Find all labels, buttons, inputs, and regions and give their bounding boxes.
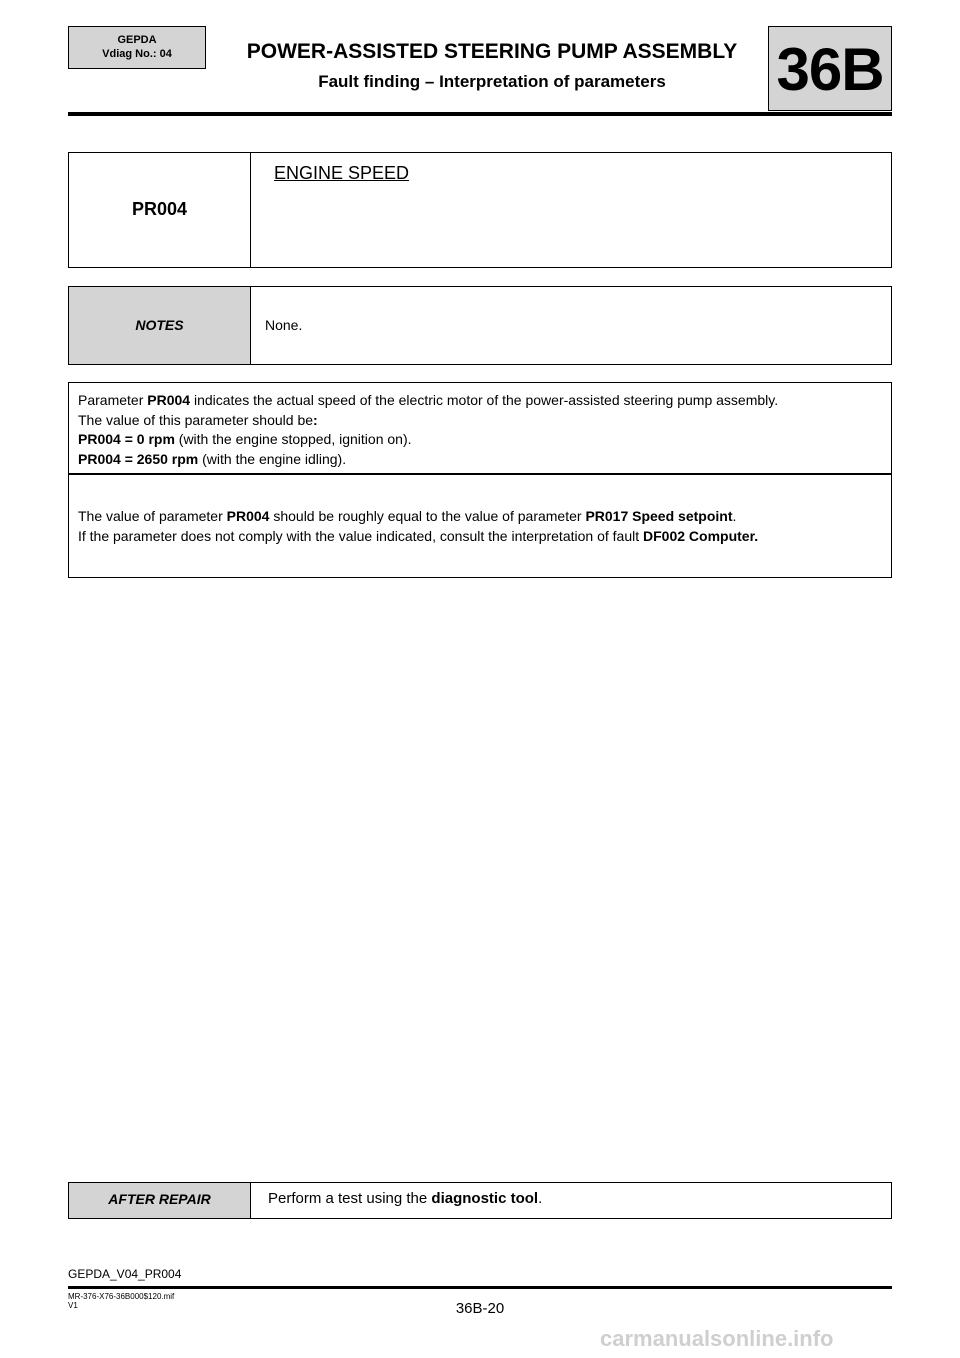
header-divider: [68, 112, 892, 116]
value-engine-stopped: PR004 = 0 rpm (with the engine stopped, ignition on).: [78, 431, 412, 447]
description-block: [78, 391, 883, 469]
parameter-code: PR004: [69, 153, 251, 267]
parameter-table: [68, 152, 892, 268]
notes-table: [68, 286, 892, 365]
module-box: [68, 26, 206, 69]
fault-reference-line: If the parameter does not comply with the value indicated, consult the interpretation of fault DF002 Computer.: [78, 528, 759, 544]
version-label: V1: [68, 1301, 78, 1310]
comparison-line: The value of parameter PR004 should be roughly equal to the value of parameter PR017 Speed setpoint.: [78, 508, 737, 524]
description-line: Parameter PR004 indicates the actual speed of the electric motor of the power-assisted steering pump assembly.: [78, 392, 779, 408]
parameter-description: [68, 382, 892, 578]
description-line: The value of this parameter should be:: [78, 411, 318, 428]
page-subtitle: Fault finding – Interpretation of parameters: [318, 72, 666, 91]
footer-divider: [68, 1286, 892, 1289]
page-title: POWER-ASSISTED STEERING PUMP ASSEMBLY: [246, 40, 738, 63]
comparison-block: [78, 506, 883, 546]
source-file: MR-376-X76-36B000$120.mif: [68, 1292, 175, 1301]
after-repair-table: [68, 1182, 892, 1219]
page-number: 36B-20: [455, 1300, 505, 1317]
document-reference: GEPDA_V04_PR004: [68, 1267, 182, 1281]
section-code-box: 36B: [768, 26, 892, 111]
module-name: GEPDA: [117, 34, 157, 46]
watermark: carmanualsonline.info: [600, 1326, 834, 1351]
parameter-name: ENGINE SPEED: [274, 163, 410, 183]
after-repair-label: AFTER REPAIR: [69, 1183, 251, 1218]
notes-label: NOTES: [69, 287, 251, 364]
after-repair-text: Perform a test using the diagnostic tool.: [268, 1190, 543, 1207]
description-divider: [69, 473, 891, 475]
value-engine-idling: PR004 = 2650 rpm (with the engine idling).: [78, 450, 347, 467]
notes-text: None.: [265, 317, 303, 333]
vdiag-number: Vdiag No.: 04: [102, 48, 172, 60]
